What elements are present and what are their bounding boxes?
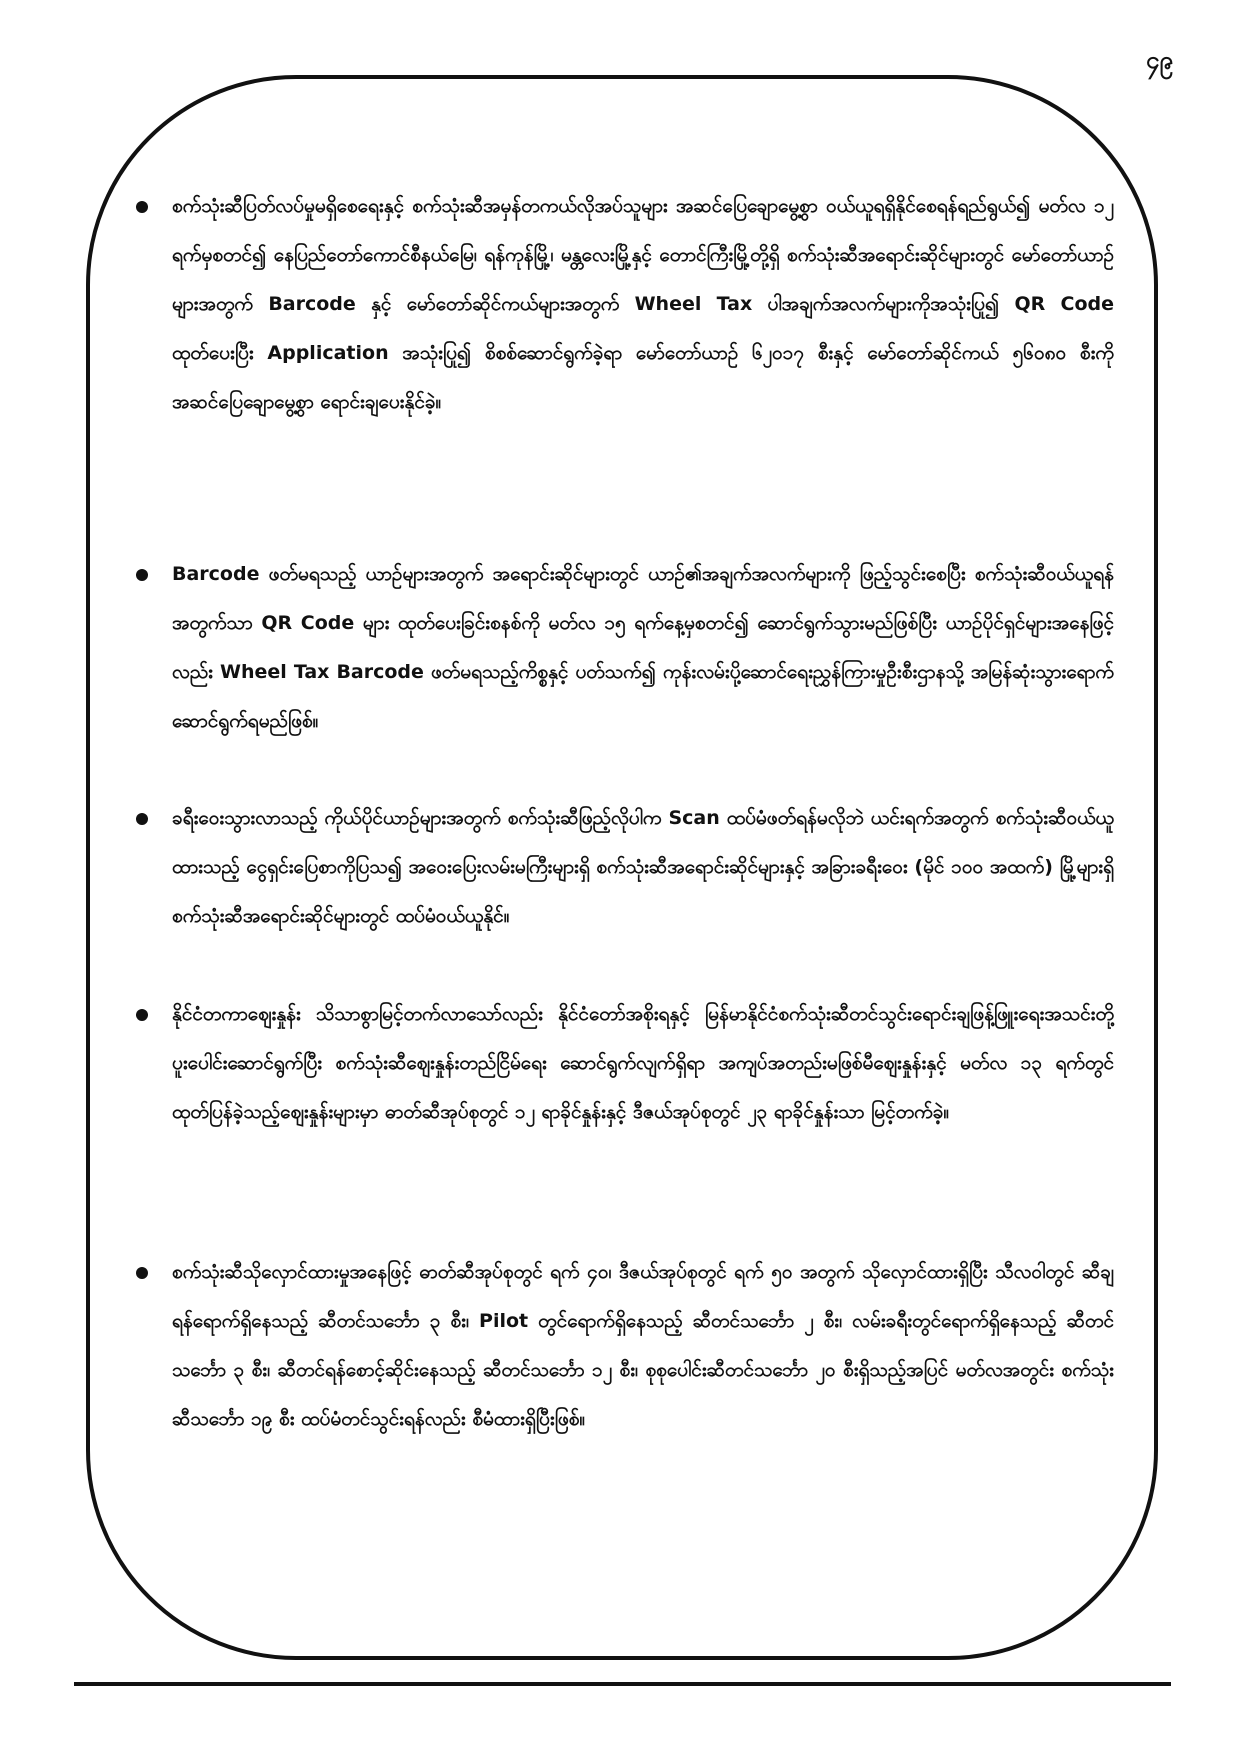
bullet-text: Barcode ဖတ်မရသည့် ယာဉ်များအတွက် အရောင်းဆိုင်များတွင် ယာဉ်၏အချက်အလက်များကို ဖြည့်သွင်းစေပြီး စက်သုံးဆီဝယ်ယူရန်အတွက်သာ QR Code များ ထုတ်ပေးခြင်းစနစ်ကို မတ်လ ၁၅ ရက်နေ့မှစတင်၍ ဆောင်ရွက်သွားမည်ဖြစ်ပြီး ယာဉ်ပိုင်ရှင်များအနေဖြင့်လည်း Wheel Tax Barcode ဖတ်မရသည့်ကိစ္စနှင့် ပတ်သက်၍ ကုန်းလမ်းပို့ဆောင်ရေးညွှန်ကြားမှုဦးစီးဌာနသို့ အမြန်ဆုံးသွားရောက်ဆောင်ရွက်ရမည်ဖြစ်။ [172, 563, 1114, 732]
bullet-icon [136, 569, 148, 581]
bullet-icon [136, 813, 148, 825]
bullet-icon [136, 1009, 148, 1021]
page-number: ၄၉ [1146, 46, 1173, 74]
list-item [130, 794, 1114, 941]
bullet-text: စက်သုံးဆီပြတ်လပ်မှုမရှိစေရေးနှင့် စက်သုံးဆီအမှန်တကယ်လိုအပ်သူများ အဆင်ပြေချောမွေ့စွာ ဝယ်ယူရရှိနိုင်စေရန်ရည်ရွယ်၍ မတ်လ ၁၂ ရက်မှစတင်၍ နေပြည်တော်ကောင်စီနယ်မြေ၊ ရန်ကုန်မြို့၊ မန္တလေးမြို့နှင့် တောင်ကြီးမြို့တို့ရှိ စက်သုံးဆီအရောင်းဆိုင်များတွင် မော်တော်ယာဉ်များအတွက် Barcode နှင့် မော်တော်ဆိုင်ကယ်များအတွက် Wheel Tax ပါအချက်အလက်များကိုအသုံးပြု၍ QR Code ထုတ်ပေးပြီး Application အသုံးပြု၍ စိစစ်ဆောင်ရွက်ခဲ့ရာ မော်တော်ယာဉ် ၆၂၀၁၇ စီးနှင့် မော်တော်ဆိုင်ကယ် ၅၆၀၈၀ စီးကို အဆင်ပြေချောမွေ့စွာ ရောင်းချပေးနိုင်ခဲ့။ [172, 195, 1114, 413]
list-item [130, 550, 1114, 746]
list-item [130, 182, 1114, 427]
bullet-icon [136, 1267, 148, 1279]
bullet-text: နိုင်ငံတကာဈေးနှုန်း သိသာစွာမြင့်တက်လာသော်လည်း နိုင်ငံတော်အစိုးရနှင့် မြန်မာနိုင်ငံစက်သုံးဆီတင်သွင်းရောင်းချဖြန့်ဖြူးရေးအသင်းတို့ ပူးပေါင်းဆောင်ရွက်ပြီး စက်သုံးဆီဈေးနှုန်းတည်ငြိမ်ရေး ဆောင်ရွက်လျက်ရှိရာ အကျပ်အတည်းမဖြစ်မီဈေးနှုန်းနှင့် မတ်လ ၁၃ ရက်တွင် ထုတ်ပြန်ခဲ့သည့်ဈေးနှုန်းများမှာ ဓာတ်ဆီအုပ်စုတွင် ၁၂ ရာခိုင်နှုန်းနှင့် ဒီဇယ်အုပ်စုတွင် ၂၃ ရာခိုင်နှုန်းသာ မြင့်တက်ခဲ့။ [172, 1003, 1114, 1123]
list-item [130, 990, 1114, 1137]
bullet-icon [136, 201, 148, 213]
bullet-text: စက်သုံးဆီသိုလှောင်ထားမှုအနေဖြင့် ဓာတ်ဆီအုပ်စုတွင် ရက် ၄၀၊ ဒီဇယ်အုပ်စုတွင် ရက် ၅၀ အတွက် သိုလှောင်ထားရှိပြီး သီလဝါတွင် ဆီချရန်ရောက်ရှိနေသည့် ဆီတင်သင်္ဘော ၃ စီး၊ Pilot တွင်ရောက်ရှိနေသည့် ဆီတင်သင်္ဘော ၂ စီး၊ လမ်းခရီးတွင်ရောက်ရှိနေသည့် ဆီတင်သင်္ဘော ၃ စီး၊ ဆီတင်ရန်စောင့်ဆိုင်းနေသည့် ဆီတင်သင်္ဘော ၁၂ စီး၊ စုစုပေါင်းဆီတင်သင်္ဘော ၂၀ စီးရှိသည့်အပြင် မတ်လအတွင်း စက်သုံးဆီသင်္ဘော ၁၉ စီး ထပ်မံတင်သွင်းရန်လည်း စီမံထားရှိပြီးဖြစ်။ [172, 1261, 1114, 1430]
list-item [130, 1248, 1114, 1444]
bullet-text: ခရီးဝေးသွားလာသည့် ကိုယ်ပိုင်ယာဉ်များအတွက် စက်သုံးဆီဖြည့်လိုပါက Scan ထပ်မံဖတ်ရန်မလိုဘဲ ယင်းရက်အတွက် စက်သုံးဆီဝယ်ယူထားသည့် ငွေရှင်းပြေစာကိုပြသ၍ အဝေးပြေးလမ်းမကြီးများရှိ စက်သုံးဆီအရောင်းဆိုင်များနှင့် အခြားခရီးဝေး (မိုင် ၁၀၀ အထက်) မြို့များရှိ စက်သုံးဆီအရောင်းဆိုင်များတွင် ထပ်မံဝယ်ယူနိုင်။ [172, 807, 1114, 927]
footer-divider [74, 1682, 1171, 1686]
